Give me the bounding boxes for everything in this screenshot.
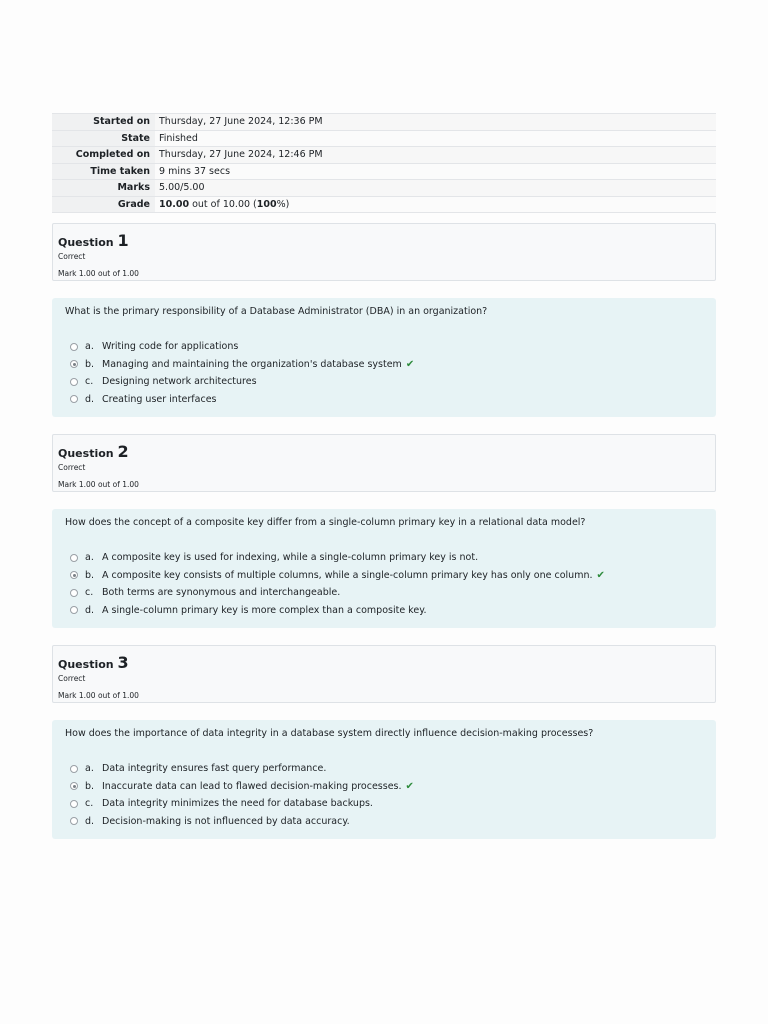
question-block — [52, 645, 716, 839]
summary-value: Finished — [155, 130, 716, 147]
check-icon: ✔ — [596, 569, 605, 581]
summary-value: Thursday, 27 June 2024, 12:36 PM — [155, 114, 716, 131]
radio-button-selected[interactable] — [70, 360, 78, 368]
answer-option[interactable] — [65, 338, 703, 356]
grade-out-of: out of 10.00 ( — [189, 198, 257, 210]
question-info — [52, 645, 716, 703]
question-mark: Mark 1.00 out of 1.00 — [58, 269, 139, 278]
question-text: How does the importance of data integrity in a database system directly influence decision-making processes? — [65, 728, 594, 739]
question-number — [58, 231, 710, 250]
question-block — [52, 223, 716, 417]
answer-option[interactable] — [65, 567, 703, 585]
option-letter: a. — [85, 552, 94, 564]
option-letter: c. — [85, 798, 94, 810]
question-number-value: 1 — [117, 231, 129, 250]
question-mark: Mark 1.00 out of 1.00 — [58, 480, 139, 489]
option-letter: d. — [85, 393, 95, 405]
answer-option[interactable] — [65, 795, 703, 813]
option-letter: a. — [85, 341, 94, 353]
grade-value — [155, 196, 716, 213]
option-text: Decision-making is not influenced by data accuracy. — [102, 815, 350, 827]
question-info — [52, 223, 716, 281]
question-info — [52, 434, 716, 492]
question-formulation — [52, 298, 716, 417]
grade-percent: 100 — [256, 198, 277, 210]
question-mark: Mark 1.00 out of 1.00 — [58, 691, 139, 700]
option-text: Both terms are synonymous and interchangeable. — [102, 587, 341, 599]
question-number-value: 3 — [117, 653, 129, 672]
question-state: Correct — [58, 252, 86, 261]
answer-option[interactable] — [65, 602, 703, 620]
question-state: Correct — [58, 674, 86, 683]
answer-option[interactable] — [65, 549, 703, 567]
summary-label: Grade — [52, 196, 155, 213]
radio-button[interactable] — [70, 606, 78, 614]
check-icon: ✔ — [405, 358, 415, 370]
summary-row — [52, 163, 716, 180]
answer-options — [65, 760, 703, 830]
answer-options — [65, 549, 703, 619]
grade-percent-suffix: %) — [276, 198, 290, 210]
answer-option[interactable] — [65, 813, 703, 831]
option-text: A single-column primary key is more complex than a composite key. — [102, 604, 427, 616]
option-letter: a. — [85, 763, 94, 775]
question-prefix: Question — [58, 658, 118, 671]
option-letter: b. — [85, 358, 95, 370]
question-number — [58, 653, 710, 672]
option-letter: d. — [85, 604, 95, 616]
summary-value: Thursday, 27 June 2024, 12:46 PM — [155, 147, 716, 164]
option-text: Inaccurate data can lead to flawed decision-making processes. — [102, 780, 402, 792]
summary-label: Marks — [52, 180, 155, 197]
option-letter: d. — [85, 815, 95, 827]
summary-label: Time taken — [52, 163, 155, 180]
answer-option[interactable] — [65, 356, 703, 374]
radio-button-selected[interactable] — [70, 782, 78, 790]
summary-value: 9 mins 37 secs — [155, 163, 716, 180]
radio-button[interactable] — [70, 343, 78, 351]
answer-option[interactable] — [65, 391, 703, 409]
summary-row — [52, 114, 716, 131]
option-text: A composite key is used for indexing, while a single-column primary key is not. — [102, 552, 479, 564]
summary-label: Completed on — [52, 147, 155, 164]
question-formulation — [52, 509, 716, 628]
question-formulation — [52, 720, 716, 839]
radio-button[interactable] — [70, 765, 78, 773]
question-block — [52, 434, 716, 628]
radio-button-selected[interactable] — [70, 571, 78, 579]
summary-row — [52, 130, 716, 147]
answer-options — [65, 338, 703, 408]
question-number-value: 2 — [117, 442, 129, 461]
option-letter: b. — [85, 780, 95, 792]
option-text: Data integrity ensures fast query performance. — [102, 763, 327, 775]
summary-label: Started on — [52, 114, 155, 131]
check-icon: ✔ — [405, 780, 414, 792]
option-letter: c. — [85, 376, 94, 388]
option-text: Designing network architectures — [102, 376, 257, 388]
radio-button[interactable] — [70, 589, 78, 597]
radio-button[interactable] — [70, 817, 78, 825]
question-number — [58, 442, 710, 461]
summary-row — [52, 147, 716, 164]
answer-option[interactable] — [65, 760, 703, 778]
attempt-summary-table — [52, 113, 716, 213]
summary-label: State — [52, 130, 155, 147]
answer-option[interactable] — [65, 373, 703, 391]
radio-button[interactable] — [70, 395, 78, 403]
question-text: How does the concept of a composite key differ from a single-column primary key in a relational data model? — [65, 517, 586, 528]
quiz-review — [52, 113, 716, 839]
option-text: A composite key consists of multiple columns, while a single-column primary key has only one column. — [102, 569, 593, 581]
summary-row — [52, 180, 716, 197]
option-letter: c. — [85, 587, 94, 599]
answer-option[interactable] — [65, 584, 703, 602]
radio-button[interactable] — [70, 800, 78, 808]
question-prefix: Question — [58, 447, 118, 460]
question-prefix: Question — [58, 236, 118, 249]
option-text: Data integrity minimizes the need for database backups. — [102, 798, 373, 810]
option-text: Managing and maintaining the organization's database system — [102, 358, 402, 370]
radio-button[interactable] — [70, 378, 78, 386]
summary-row-grade — [52, 196, 716, 213]
option-text: Writing code for applications — [102, 341, 239, 353]
radio-button[interactable] — [70, 554, 78, 562]
summary-value: 5.00/5.00 — [155, 180, 716, 197]
question-text: What is the primary responsibility of a Database Administrator (DBA) in an organization? — [65, 306, 488, 317]
answer-option[interactable] — [65, 778, 703, 796]
grade-score: 10.00 — [159, 198, 190, 210]
option-letter: b. — [85, 569, 95, 581]
question-state: Correct — [58, 463, 86, 472]
option-text: Creating user interfaces — [102, 393, 217, 405]
